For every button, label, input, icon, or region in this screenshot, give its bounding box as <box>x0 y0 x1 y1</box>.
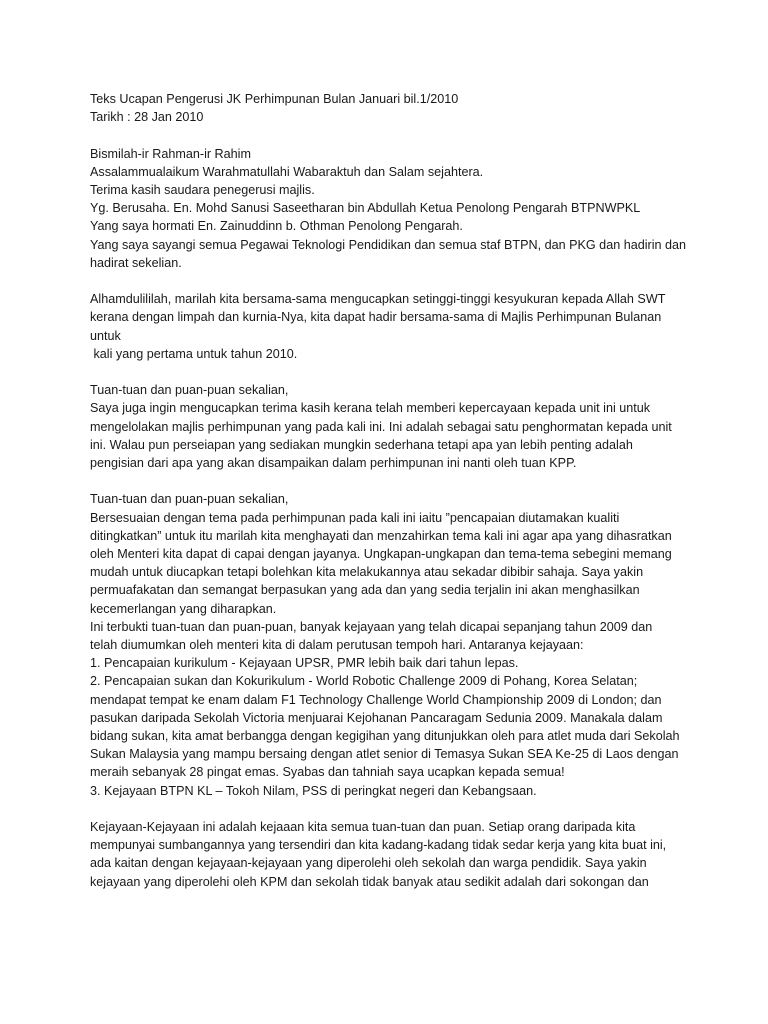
text-line: meraih sebanyak 28 pingat emas. Syabas dan tahniah saya ucapkan kepada semua! <box>90 765 565 780</box>
text-line: Yang saya hormati En. Zainuddinn b. Othman Penolong Pengarah. <box>90 219 463 234</box>
text-line: mudah untuk diucapkan tetapi bolehkan kita melakukannya atau sekadar dibibir sahaja. Saya yakin <box>90 565 644 580</box>
text-line: Bismilah-ir Rahman-ir Rahim <box>90 146 251 161</box>
text-line: Sukan Malaysia yang mampu bersaing dengan atlet senior di Temasya Sukan SEA Ke-25 di Laos dengan <box>90 747 679 762</box>
text-line: kejayaan yang diperolehi oleh KPM dan sekolah tidak banyak atau sedikit adalah dari sokongan dan <box>90 874 649 889</box>
text-line: mempunyai sumbangannya yang tersendiri dan kita kadang-kadang tidak sedar kerja yang kita buat ini, <box>90 838 667 853</box>
text-line: Terima kasih saudara penegerusi majlis. <box>90 183 315 197</box>
text-line: mengelolakan majlis perhimpunan yang pada kali ini. Ini adalah sebagai satu penghormatan kepada unit <box>90 419 672 434</box>
text-line: Alhamdulililah, marilah kita bersama-sama mengucapkan setinggi-tinggi kesyukuran kepada Allah SWT <box>90 292 666 307</box>
blank-line <box>90 272 690 290</box>
document-title: Teks Ucapan Pengerusi JK Perhimpunan Bulan Januari bil.1/2010 <box>90 92 459 106</box>
text-line: kali yang pertama untuk tahun 2010. <box>90 346 298 361</box>
text-line: oleh Menteri kita dapat di capai dengan jayanya. Ungkapan-ungkapan dan tema-tema sebegini memang <box>90 547 672 562</box>
blank-line <box>90 363 690 381</box>
text-line: ada kaitan dengan kejayaan-kejayaan yang diperolehi oleh sekolah dan warga pendidik. Saya yakin <box>90 856 647 871</box>
text-line: untuk <box>90 328 121 343</box>
text-line: pengisian dari apa yang akan disampaikan dalam perhimpunan ini nanti oleh tuan KPP. <box>90 456 577 471</box>
document-page <box>90 90 690 891</box>
text-line: ini. Walau pun perseiapan yang sediakan mungkin sederhana tetapi apa yan lebih penting adalah <box>90 437 633 452</box>
text-line: 2. Pencapaian sukan dan Kokurikulum - World Robotic Challenge 2009 di Pohang, Korea Selatan; <box>90 674 638 689</box>
text-line: ditingkatkan” untuk itu marilah kita menghayati dan menzahirkan tema kali ini agar apa yang dihasratkan <box>90 528 672 543</box>
text-line: Kejayaan-Kejayaan ini adalah kejaaan kita semua tuan-tuan dan puan. Setiap orang daripada kita <box>90 820 636 835</box>
text-line: Yg. Berusaha. En. Mohd Sanusi Saseetharan bin Abdullah Ketua Penolong Pengarah BTPNWPKL <box>90 201 641 216</box>
text-line: mendapat tempat ke enam dalam F1 Technology Challenge World Championship 2009 di London; dan <box>90 692 662 707</box>
blank-line <box>90 472 690 490</box>
text-line: Assalammualaikum Warahmatullahi Wabaraktuh dan Salam sejahtera. <box>90 164 484 179</box>
text-line: Saya juga ingin mengucapkan terima kasih kerana telah memberi kepercayaan kepada unit ini untuk <box>90 401 651 416</box>
text-line: Bersesuaian dengan tema pada perhimpunan pada kali ini iaitu ”pencapaian diutamakan kualiti <box>90 510 620 525</box>
text-line: Yang saya sayangi semua Pegawai Teknologi Pendidikan dan semua staf BTPN, dan PKG dan hadirin dan <box>90 237 687 252</box>
text-line: Ini terbukti tuan-tuan dan puan-puan, banyak kejayaan yang telah dicapai sepanjang tahun 2009 dan <box>90 619 653 634</box>
document-date: Tarikh : 28 Jan 2010 <box>90 110 204 125</box>
text-line: permuafakatan dan semangat berpasukan yang ada dan yang sedia terjalin ini akan menghasilkan <box>90 583 640 598</box>
text-line: 3. Kejayaan BTPN KL – Tokoh Nilam, PSS di peringkat negeri dan Kebangsaan. <box>90 783 537 798</box>
text-line: telah diumumkan oleh menteri kita di dalam perutusan tempoh hari. Antaranya kejayaan: <box>90 638 584 653</box>
text-line: kecemerlangan yang diharapkan. <box>90 601 277 616</box>
text-line: Tuan-tuan dan puan-puan sekalian, <box>90 383 289 398</box>
text-line: pasukan daripada Sekolah Victoria menjuarai Kejohanan Pancaragam Sedunia 2009. Manakala dalam <box>90 710 663 725</box>
text-line: Tuan-tuan dan puan-puan sekalian, <box>90 492 289 507</box>
text-line: 1. Pencapaian kurikulum - Kejayaan UPSR, PMR lebih baik dari tahun lepas. <box>90 656 519 671</box>
blank-line <box>90 126 690 144</box>
blank-line <box>90 800 690 818</box>
text-line: hadirat sekelian. <box>90 255 182 270</box>
text-line: kerana dengan limpah dan kurnia-Nya, kita dapat hadir bersama-sama di Majlis Perhimpunan Bulanan <box>90 310 662 325</box>
text-line: bidang sukan, kita amat berbangga dengan kegigihan yang ditunjukkan oleh para atlet muda dari Sekolah <box>90 729 680 744</box>
